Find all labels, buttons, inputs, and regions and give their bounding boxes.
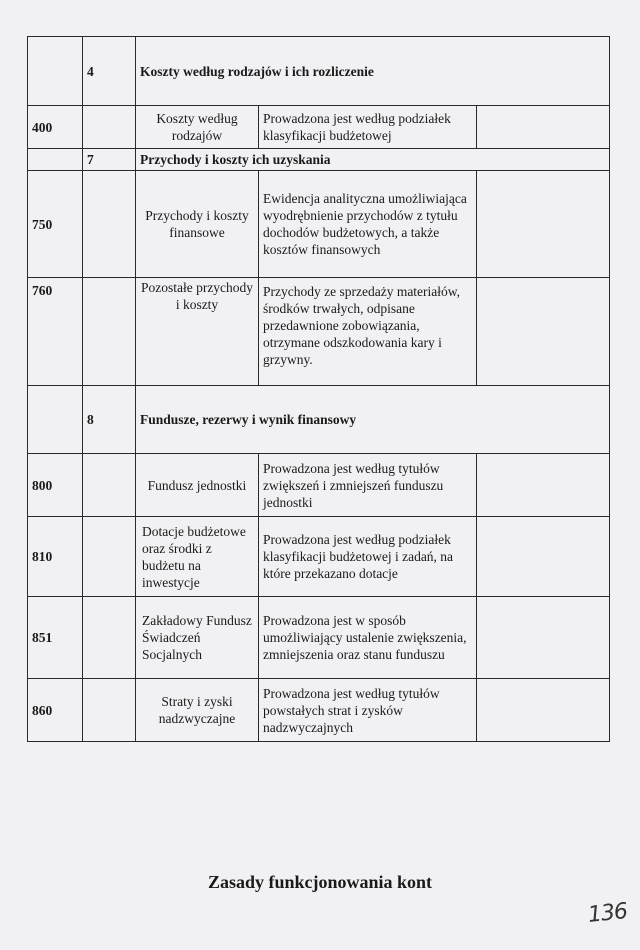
account-description: Prowadzona jest według podziałek klasyfikacji budżetowej i zadań, na które przekazano dotacje <box>259 517 477 597</box>
group-cell <box>83 106 136 149</box>
account-name: Pozostałe przychody i koszty <box>136 278 259 386</box>
account-description: Prowadzona jest w sposób umożliwiający ustalenie zwiększenia, zmniejszenia oraz stanu funduszu <box>259 597 477 679</box>
group-cell <box>83 171 136 278</box>
group-row <box>28 37 610 106</box>
account-description: Ewidencja analityczna umożliwiająca wyodrębnienie przychodów z tytułu dochodów budżetowych, a także kosztów finansowych <box>259 171 477 278</box>
account-name: Koszty według rodzajów <box>136 106 259 149</box>
account-cell <box>28 386 83 454</box>
account-name: Zakładowy Fundusz Świadczeń Socjalnych <box>136 597 259 679</box>
group-number: 7 <box>83 149 136 171</box>
group-number: 8 <box>83 386 136 454</box>
notes-cell <box>477 171 610 278</box>
account-description: Przychody ze sprzedaży materiałów, środków trwałych, odpisane przedawnione zobowiązania, otrzymane odszkodowania kary i grzywny. <box>259 278 477 386</box>
account-number: 800 <box>28 454 83 517</box>
table-row <box>28 597 610 679</box>
table-row <box>28 679 610 742</box>
notes-cell <box>477 454 610 517</box>
account-number: 750 <box>28 171 83 278</box>
account-number: 851 <box>28 597 83 679</box>
table-row <box>28 454 610 517</box>
account-name: Dotacje budżetowe oraz środki z budżetu na inwestycje <box>136 517 259 597</box>
account-number: 860 <box>28 679 83 742</box>
notes-cell <box>477 106 610 149</box>
group-number: 4 <box>83 37 136 106</box>
account-name: Fundusz jednostki <box>136 454 259 517</box>
account-name: Przychody i koszty finansowe <box>136 171 259 278</box>
group-title: Przychody i koszty ich uzyskania <box>136 149 610 171</box>
table-row <box>28 106 610 149</box>
group-cell <box>83 454 136 517</box>
handwritten-page-number: 136 <box>586 899 629 928</box>
account-number: 810 <box>28 517 83 597</box>
account-number: 760 <box>28 278 83 386</box>
group-cell <box>83 278 136 386</box>
notes-cell <box>477 597 610 679</box>
notes-cell <box>477 517 610 597</box>
group-cell <box>83 597 136 679</box>
group-cell <box>83 517 136 597</box>
account-description: Prowadzona jest według tytułów zwiększeń i zmniejszeń funduszu jednostki <box>259 454 477 517</box>
notes-cell <box>477 278 610 386</box>
notes-cell <box>477 679 610 742</box>
table-row <box>28 278 610 386</box>
account-number: 400 <box>28 106 83 149</box>
table-row <box>28 517 610 597</box>
account-cell <box>28 149 83 171</box>
accounts-table <box>27 36 610 742</box>
account-cell <box>28 37 83 106</box>
group-cell <box>83 679 136 742</box>
account-name: Straty i zyski nadzwyczajne <box>136 679 259 742</box>
group-title: Koszty według rodzajów i ich rozliczenie <box>136 37 610 106</box>
group-title: Fundusze, rezerwy i wynik finansowy <box>136 386 610 454</box>
account-description: Prowadzona jest według tytułów powstałych strat i zysków nadzwyczajnych <box>259 679 477 742</box>
table-row <box>28 171 610 278</box>
group-row <box>28 149 610 171</box>
group-row <box>28 386 610 454</box>
account-description: Prowadzona jest według podziałek klasyfikacji budżetowej <box>259 106 477 149</box>
section-title: Zasady funkcjonowania kont <box>207 872 433 892</box>
